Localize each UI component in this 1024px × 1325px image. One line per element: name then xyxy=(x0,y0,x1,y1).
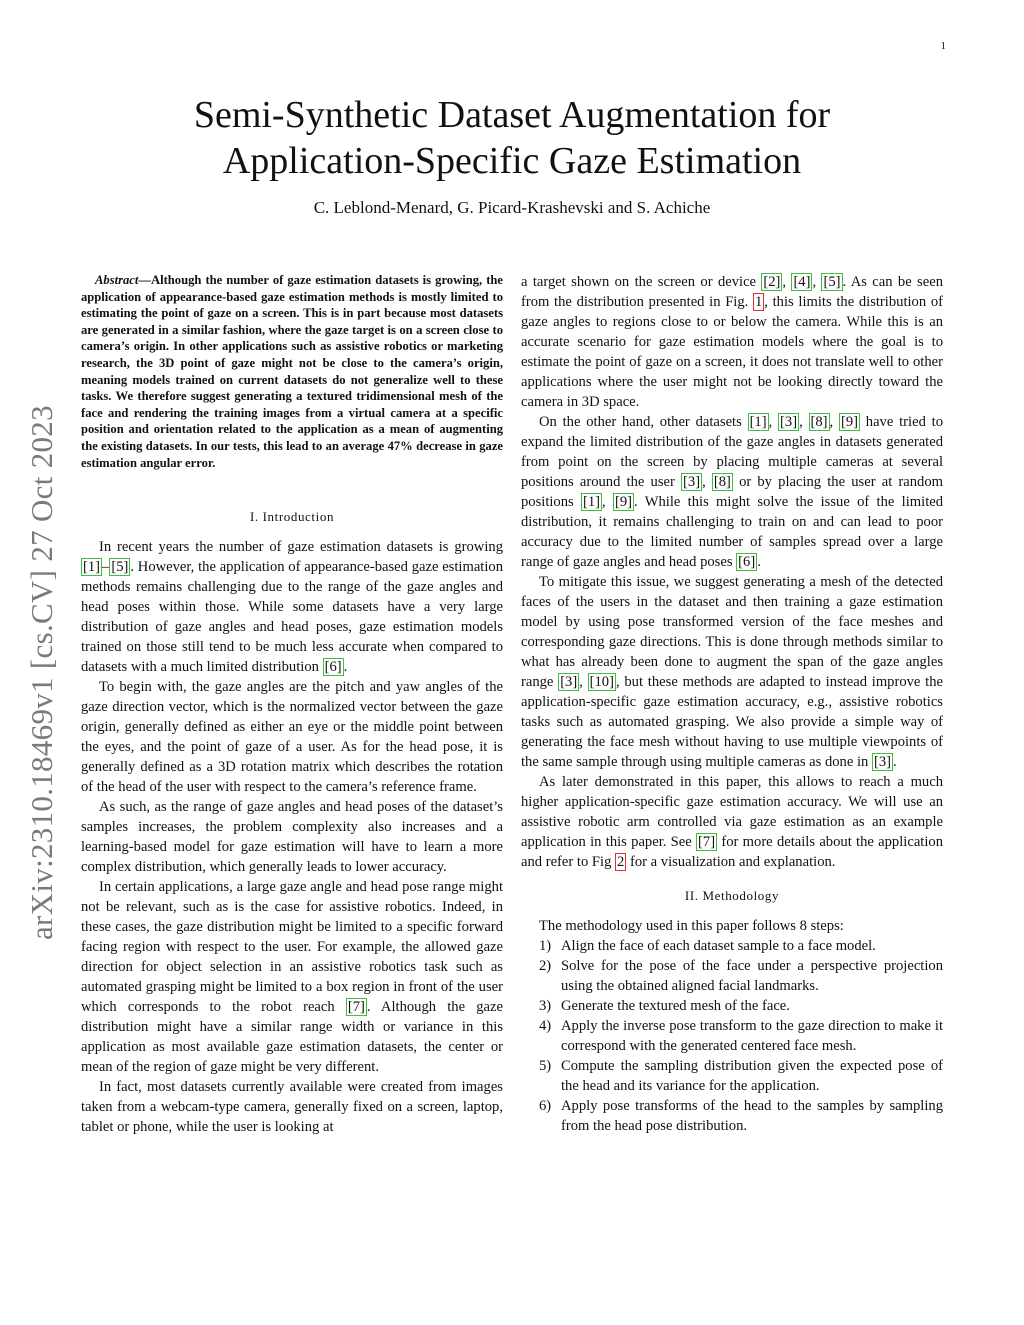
list-item xyxy=(521,936,943,956)
citation-link[interactable]: [3] xyxy=(873,754,892,770)
section-heading-introduction: I. Introduction xyxy=(249,509,335,525)
citation-link[interactable]: [9] xyxy=(615,494,633,510)
text-run: for more details about the application and refer to Fig xyxy=(521,834,943,870)
step-number: 5) xyxy=(539,1058,552,1074)
text-run: , xyxy=(602,494,613,510)
paper-title xyxy=(0,92,1024,184)
list-item xyxy=(521,1056,943,1096)
text-run: . While this might solve the issue of the limited distribution, it remains challenging to train on and can lead to poor accuracy due to the limited number of samples spread over a large range of gaze angles and head poses xyxy=(521,494,944,570)
text-run: , xyxy=(799,414,809,430)
list-item xyxy=(521,1096,943,1136)
text-run: On the other hand, other datasets xyxy=(539,414,748,430)
figure-link[interactable]: 1 xyxy=(755,294,763,310)
step-number: 3) xyxy=(539,998,552,1014)
right-column xyxy=(521,272,943,1136)
abstract xyxy=(81,272,503,471)
step-text: Align the face of each dataset sample to a face model. xyxy=(561,938,876,954)
text-run: , this limits the distribution of gaze angles to regions close to or below the camera. While this is an accurate scenario for gaze estimation models where the goal is to estimate the point of gaze on a screen, it does not translate well to other applications where the user might not be looking directly toward the camera in 3D space. xyxy=(521,294,943,410)
section-heading-methodology: II. Methodology xyxy=(684,888,780,903)
step-number: 4) xyxy=(539,1018,552,1034)
intro-paragraph-2: To begin with, the gaze angles are the pitch and yaw angles of the gaze direction vector, which is the normalized vector between the gaze origin, generally defined as either an eye or the middle point between the eyes, and the point of gaze of a user. As for the head pose, it is generally defined as a 3D rotation matrix which describes the rotation of the head of the user with respect to the camera’s reference frame. xyxy=(81,679,503,796)
step-number: 1) xyxy=(539,938,552,954)
text-run: . xyxy=(757,554,761,570)
text-run: , xyxy=(782,274,792,290)
intro-paragraph-7 xyxy=(521,572,943,772)
citation-link[interactable]: [6] xyxy=(738,554,756,570)
text-run: , xyxy=(702,474,712,490)
citation-link[interactable]: [5] xyxy=(823,274,841,290)
text-run: . However, the application of appearance-based gaze estimation methods remains challenging due to the range of the gaze angles and head poses within those. While some datasets have a very large distribution of gaze angles and head poses, gaze estimation models trained on those still tend to be much less accurate when compared to datasets with a much limited distribution xyxy=(81,559,503,676)
citation-link[interactable]: [3] xyxy=(560,674,578,690)
author-list: C. Leblond-Menard, G. Picard-Krashevski and S. Achiche xyxy=(313,198,711,217)
text-run: a target shown on the screen or device xyxy=(521,274,762,290)
text-run: . xyxy=(893,754,897,770)
step-text: Apply the inverse pose transform to the gaze direction to make it correspond with the generated centered face mesh. xyxy=(561,1018,943,1054)
citation-link[interactable]: [10] xyxy=(589,674,614,690)
text-run: for a visualization and explanation. xyxy=(626,854,836,870)
figure-link[interactable]: 2 xyxy=(617,854,625,870)
title-line-1: Semi-Synthetic Dataset Augmentation for xyxy=(193,94,831,136)
text-run: , xyxy=(579,674,588,690)
citation-link[interactable]: [1] xyxy=(583,494,601,510)
intro-paragraph-5-continued xyxy=(521,272,943,412)
intro-paragraph-6 xyxy=(521,412,943,572)
text-run: or by placing the user at random positions xyxy=(521,474,943,510)
abstract-label: Abstract xyxy=(95,273,139,287)
methodology-steps xyxy=(521,936,943,1136)
citation-link[interactable]: [3] xyxy=(683,474,701,490)
step-text: Solve for the pose of the face under a perspective projection using the obtained aligned facial landmarks. xyxy=(561,958,943,994)
text-run: . As can be seen from the distribution presented in Fig. xyxy=(521,274,943,310)
citation-link[interactable]: [7] xyxy=(698,834,716,850)
text-run: As later demonstrated in this paper, this allows to reach a much higher application-specific gaze estimation accuracy. We will use an assistive robotic arm controlled via gaze estimation as an example application in this paper. See xyxy=(521,774,943,850)
list-item xyxy=(521,1016,943,1056)
citation-link[interactable]: [8] xyxy=(713,474,731,490)
abstract-text: —Although the number of gaze estimation datasets is growing, the application of appearance-based gaze estimation methods is mostly limited to estimating the point of gaze on a screen. This is in part because most datasets are generated in a similar fashion, where the gaze target is on a screen close to camera’s origin. In other applications such as assistive robotics or marketing research, the 3D point of gaze might not be close to the camera’s origin, meaning models trained on current datasets do not generalize well to these tasks. We therefore suggest generating a textured tridimensional mesh of the face and rendering the training images from a virtual camera at a specific position and orientation related to the application as a mean of augmenting the existing datasets. In our tests, this lead to an average 47% decrease in gaze estimation angular error. xyxy=(81,273,503,470)
text-run: , xyxy=(812,274,822,290)
text-run: have tried to expand the limited distribution of the gaze angles in datasets generated from point on the screen by placing multiple cameras at several positions around the user xyxy=(521,414,943,490)
citation-link[interactable]: [9] xyxy=(840,414,858,430)
text-run: To mitigate this issue, we suggest generating a mesh of the detected faces of the users in the dataset and then training a gaze estimation model by using pose transformed version of the face meshes and corresponding gaze directions. This is done through methods similar to what has already been done to augment the span of the gaze angles range xyxy=(521,574,943,690)
text-run: – xyxy=(102,559,110,576)
text-run: . xyxy=(343,659,348,676)
methodology-intro: The methodology used in this paper follows 8 steps: xyxy=(539,918,844,934)
left-column xyxy=(81,272,503,1137)
citation-link[interactable]: [2] xyxy=(763,274,781,290)
text-run: , xyxy=(829,414,839,430)
text-run: In certain applications, a large gaze angle and head pose range might not be relevant, such as is the case for assistive robotics. Indeed, in these cases, the gaze distribution might be limited to a specific forward facing region with respect to the user. For example, the allowed gaze direction for object selection in an assistive robotics task such as automated grasping might be limited to a box region in front of the user which corresponds to the robot reach xyxy=(81,879,503,1016)
citation-link[interactable]: [6] xyxy=(324,659,342,676)
text-run: , xyxy=(768,414,779,430)
title-line-2: Application-Specific Gaze Estimation xyxy=(222,140,802,182)
list-item xyxy=(521,996,943,1016)
intro-paragraph-3: As such, as the range of gaze angles and head poses of the dataset’s samples increases, the problem complexity also increases and a learning-based model for gaze estimation will have to learn a more complex distribution, which generally leads to lower accuracy. xyxy=(81,799,503,876)
citation-link[interactable]: [1] xyxy=(83,559,101,576)
text-run: In recent years the number of gaze estimation datasets is growing xyxy=(99,539,503,556)
intro-paragraph-1 xyxy=(81,537,503,677)
citation-link[interactable]: [3] xyxy=(780,414,798,430)
page-number: 1 xyxy=(940,40,946,52)
citation-link[interactable]: [8] xyxy=(810,414,828,430)
text-run: , but these methods are adapted to instead improve the application-specific gaze estimation accuracy, e.g., assistive robotics tasks such as automated grasping. We also provide a simple way of generating the face mesh without having to use multiple viewpoints of the same sample through using multiple cameras as done in xyxy=(521,674,943,770)
list-item xyxy=(521,956,943,996)
step-number: 2) xyxy=(539,958,552,974)
citation-link[interactable]: [7] xyxy=(347,999,365,1016)
intro-paragraph-4 xyxy=(81,877,503,1077)
step-text: Compute the sampling distribution given the expected pose of the head and its variance for the application. xyxy=(561,1058,943,1094)
text-run: . Although the gaze distribution might have a similar range width or variance in this application as most available gaze estimation datasets, the center or mean of the region of gaze might be very different. xyxy=(81,999,503,1076)
step-text: Apply pose transforms of the head to the samples by sampling from the head pose distribution. xyxy=(561,1098,943,1134)
citation-link[interactable]: [1] xyxy=(749,414,767,430)
citation-link[interactable]: [5] xyxy=(111,559,129,576)
step-text: Generate the textured mesh of the face. xyxy=(561,998,790,1014)
step-number: 6) xyxy=(539,1098,552,1114)
arxiv-identifier-stamp: arXiv:2310.18469v1 [cs.CV] 27 Oct 2023 xyxy=(24,405,59,940)
intro-paragraph-5: In fact, most datasets currently available were created from images taken from a webcam-type camera, generally fixed on a screen, laptop, tablet or phone, while the user is looking at xyxy=(81,1079,503,1136)
intro-paragraph-8 xyxy=(521,772,943,872)
citation-link[interactable]: [4] xyxy=(793,274,811,290)
